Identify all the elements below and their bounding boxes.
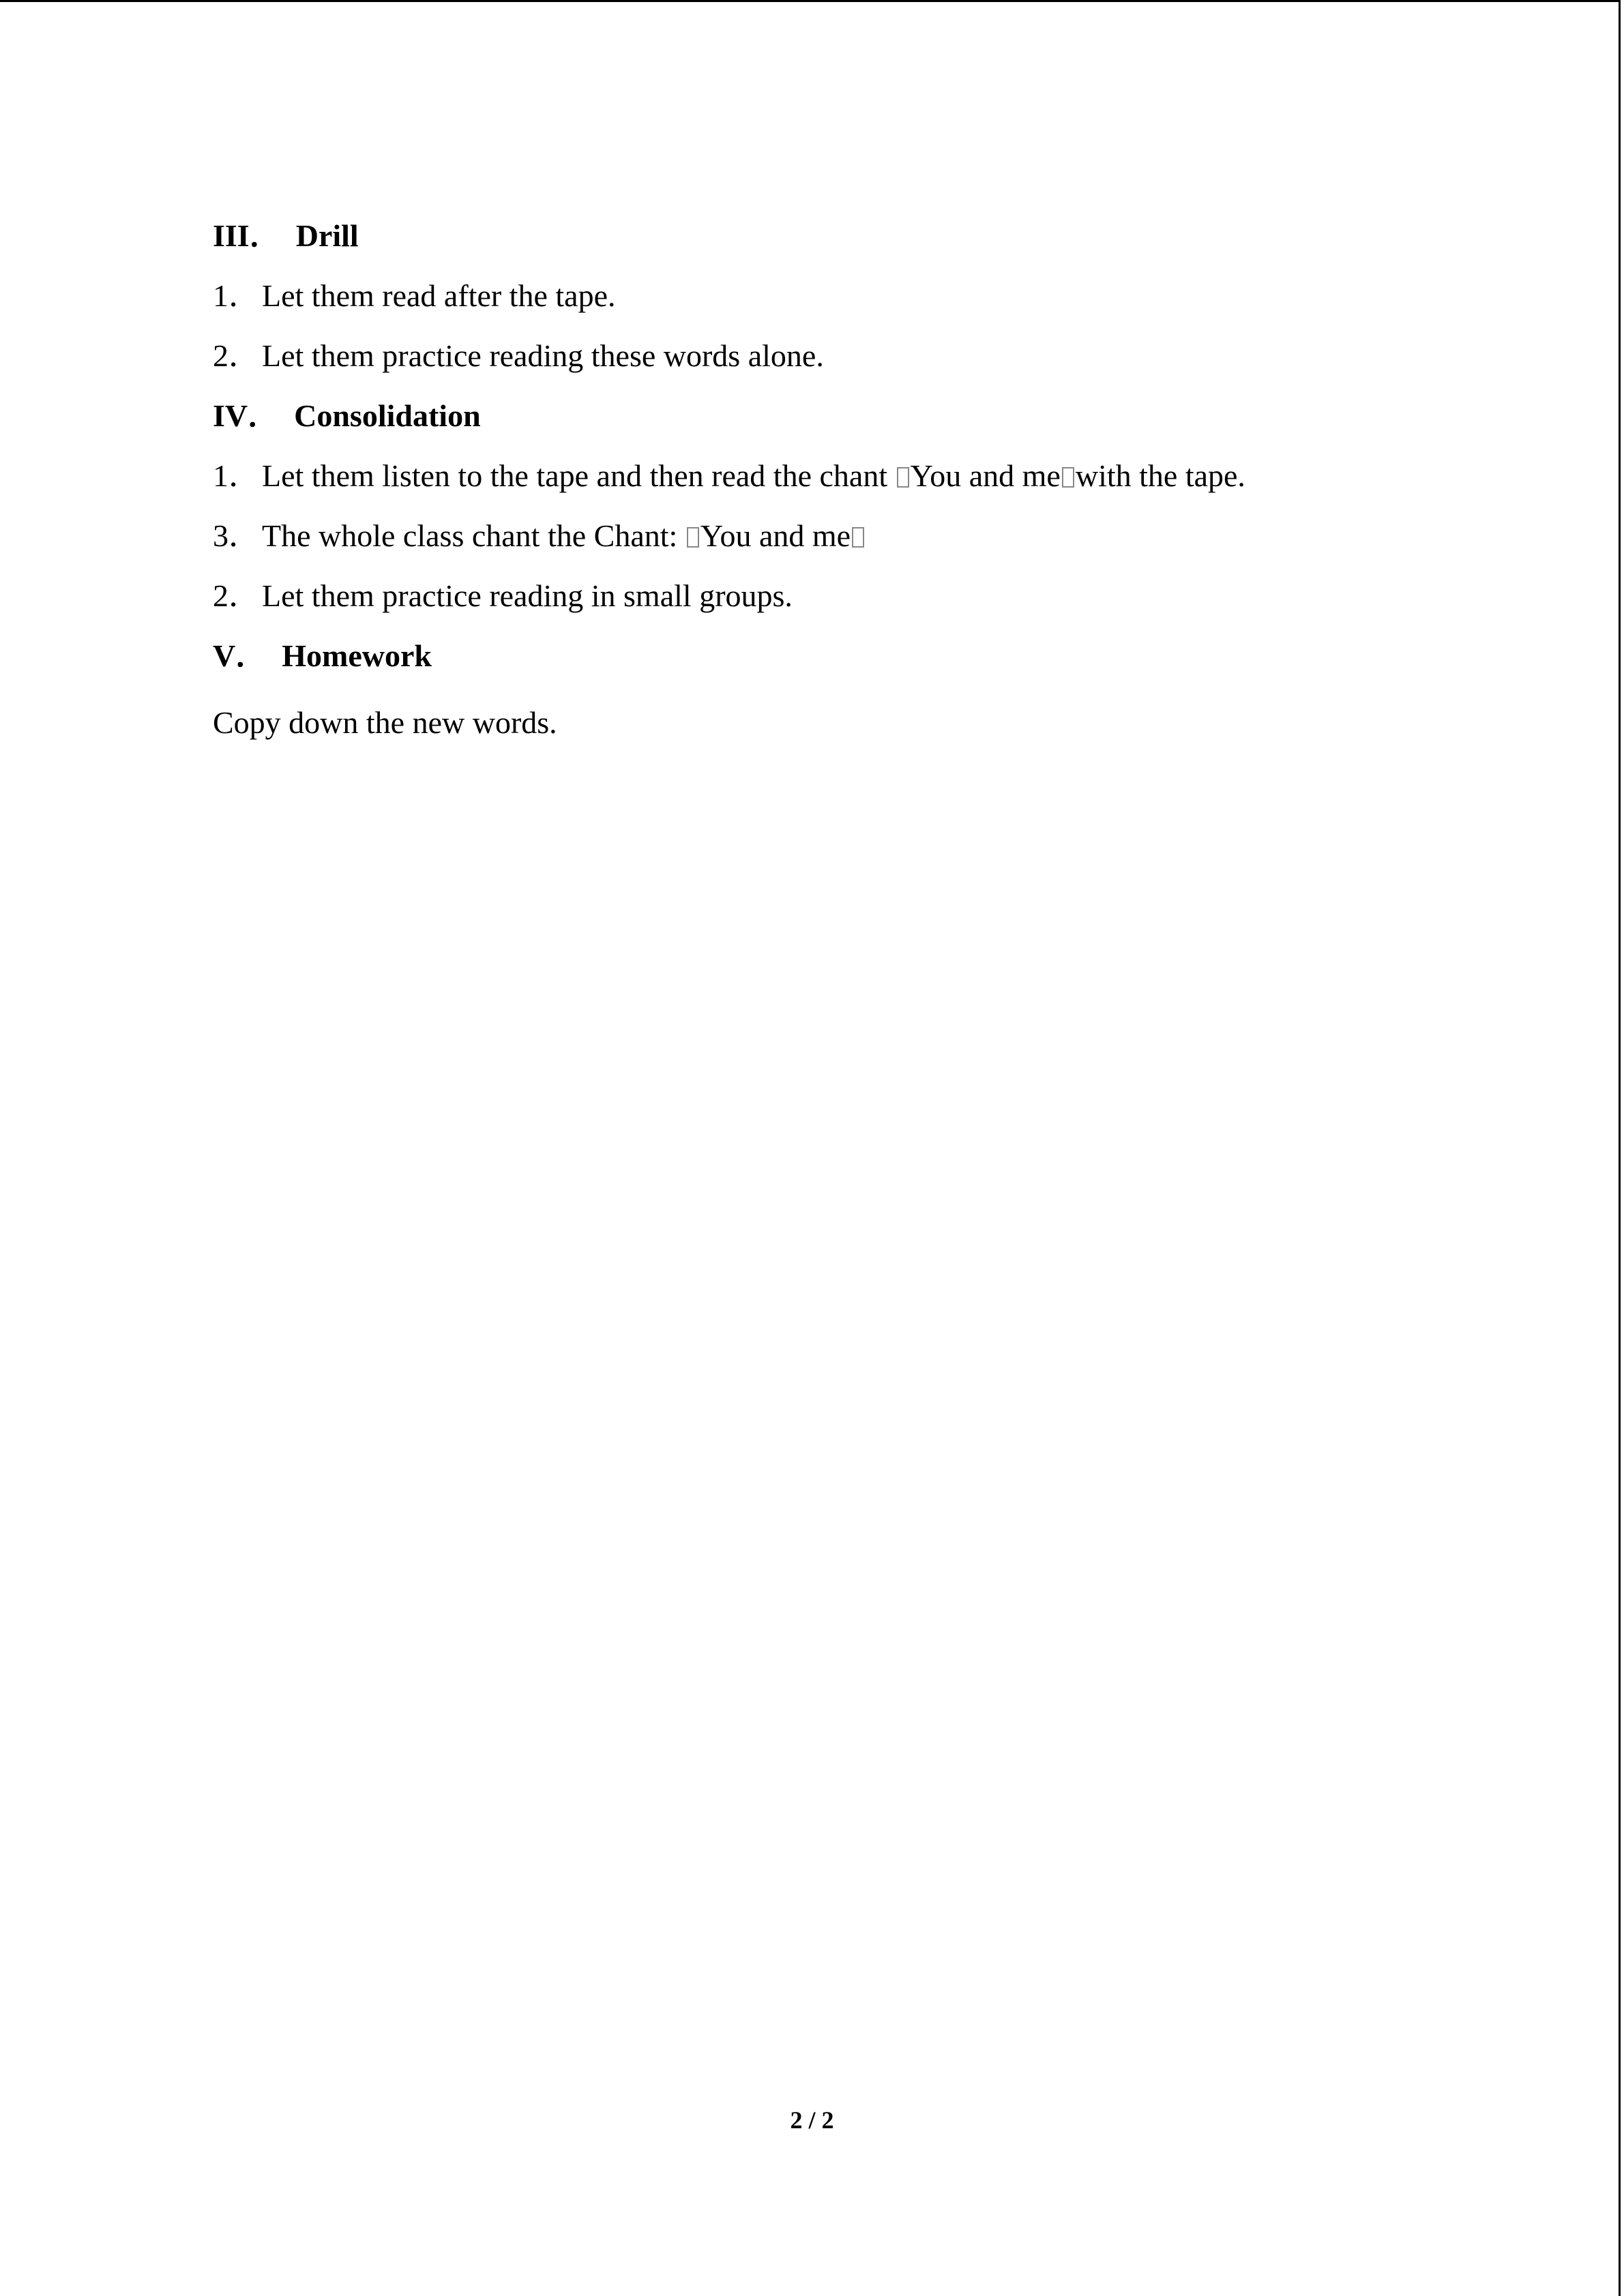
section-number: V．	[213, 638, 267, 673]
paragraph-text: Copy down the new words.	[213, 705, 557, 740]
list-item	[213, 330, 1441, 390]
item-quote: You and me	[910, 458, 1061, 493]
item-number: 3．	[213, 518, 260, 553]
item-number: 2．	[213, 578, 260, 613]
list-item	[213, 570, 1441, 630]
section-heading-consolidation	[213, 390, 1441, 450]
missing-glyph-box	[852, 527, 864, 548]
item-number: 1．	[213, 278, 260, 313]
item-quote: You and me	[700, 518, 851, 553]
list-item	[213, 270, 1441, 330]
section-title: Drill	[295, 218, 359, 253]
section-title: Consolidation	[294, 398, 481, 433]
missing-glyph-box	[897, 467, 909, 488]
item-number: 2．	[213, 338, 260, 373]
item-text: Let them practice reading in small groups.	[262, 578, 793, 613]
document-body	[213, 210, 1441, 755]
list-item	[213, 450, 1441, 510]
item-text: Let them read after the tape.	[262, 278, 616, 313]
list-item	[213, 510, 1441, 570]
paragraph	[213, 690, 1441, 755]
section-heading-drill	[213, 210, 1441, 270]
item-number: 1．	[213, 458, 260, 493]
page-number: 2 / 2	[790, 2106, 834, 2134]
missing-glyph-box	[1062, 467, 1074, 488]
item-text-post: with the tape.	[1075, 458, 1245, 493]
item-text-pre: Let them listen to the tape and then read the chant	[262, 458, 896, 493]
item-text-pre: The whole class chant the Chant:	[262, 518, 685, 553]
item-text: Let them practice reading these words alone.	[262, 338, 824, 373]
section-heading-homework	[213, 630, 1441, 690]
section-number: III．	[213, 218, 281, 253]
section-number: IV．	[213, 398, 280, 433]
section-title: Homework	[282, 638, 432, 673]
missing-glyph-box	[687, 527, 699, 548]
